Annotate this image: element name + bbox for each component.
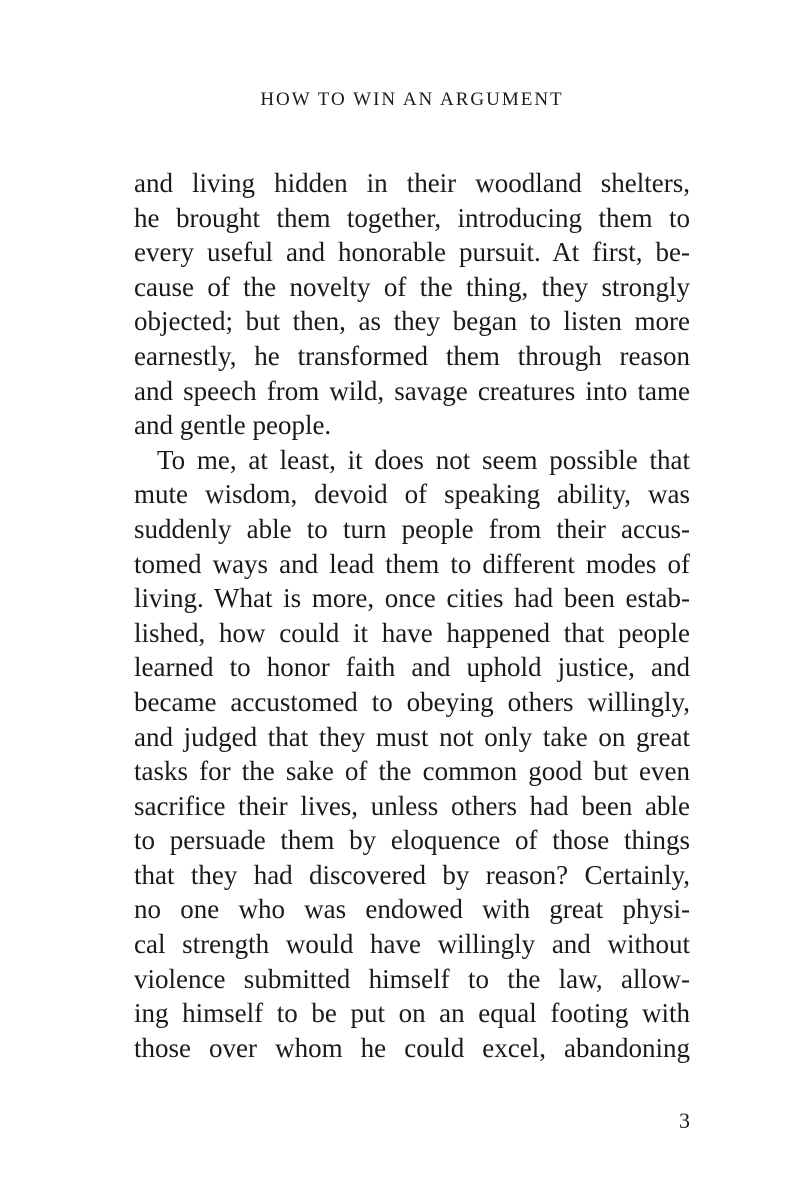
paragraph-line: every useful and honorable pursuit. At first, be- <box>134 237 690 268</box>
paragraph-line: those over whom he could excel, abandoning <box>134 1032 690 1063</box>
paragraph-line: cal strength would have willingly and without <box>134 929 690 960</box>
paragraph-line: cause of the novelty of the thing, they strongly <box>134 271 690 302</box>
paragraph-line: learned to honor faith and uphold justice, and <box>134 652 690 683</box>
paragraph-line: that they had discovered by reason? Certainly, <box>134 859 690 890</box>
paragraph-line: became accustomed to obeying others willingly, <box>134 686 690 717</box>
running-head: HOW TO WIN AN ARGUMENT <box>260 89 564 110</box>
page-number: 3 <box>679 1108 690 1133</box>
paragraph-line: and speech from wild, savage creatures into tame <box>134 375 690 406</box>
paragraph-line: earnestly, he transformed them through reason <box>134 340 690 371</box>
paragraph-line: To me, at least, it does not seem possible that <box>157 444 690 475</box>
paragraph-line: and living hidden in their woodland shelters, <box>134 168 690 198</box>
paragraph-line: tasks for the sake of the common good but even <box>134 756 690 787</box>
paragraph-line: lished, how could it have happened that people <box>134 617 690 648</box>
paragraph-line: tomed ways and lead them to different modes of <box>134 548 690 579</box>
paragraph-line: and judged that they must not only take on great <box>134 721 690 752</box>
paragraph-line: no one who was endowed with great physi- <box>134 894 690 925</box>
paragraph-line: violence submitted himself to the law, allow- <box>134 963 690 994</box>
paragraph-line: ing himself to be put on an equal footing with <box>134 998 690 1029</box>
paragraph-line: sacrifice their lives, unless others had been able <box>134 790 690 821</box>
paragraph-line: he brought them together, introducing them to <box>134 202 690 233</box>
paragraph-line: and gentle people. <box>134 410 332 441</box>
paragraph-line: living. What is more, once cities had been estab- <box>134 583 690 614</box>
paragraph-line: mute wisdom, devoid of speaking ability, was <box>134 479 690 510</box>
body-text <box>134 166 690 1065</box>
paragraph-line: suddenly able to turn people from their accus- <box>134 513 690 544</box>
paragraph-line: to persuade them by eloquence of those things <box>134 825 690 856</box>
paragraph-line: objected; but then, as they began to listen more <box>134 306 690 337</box>
